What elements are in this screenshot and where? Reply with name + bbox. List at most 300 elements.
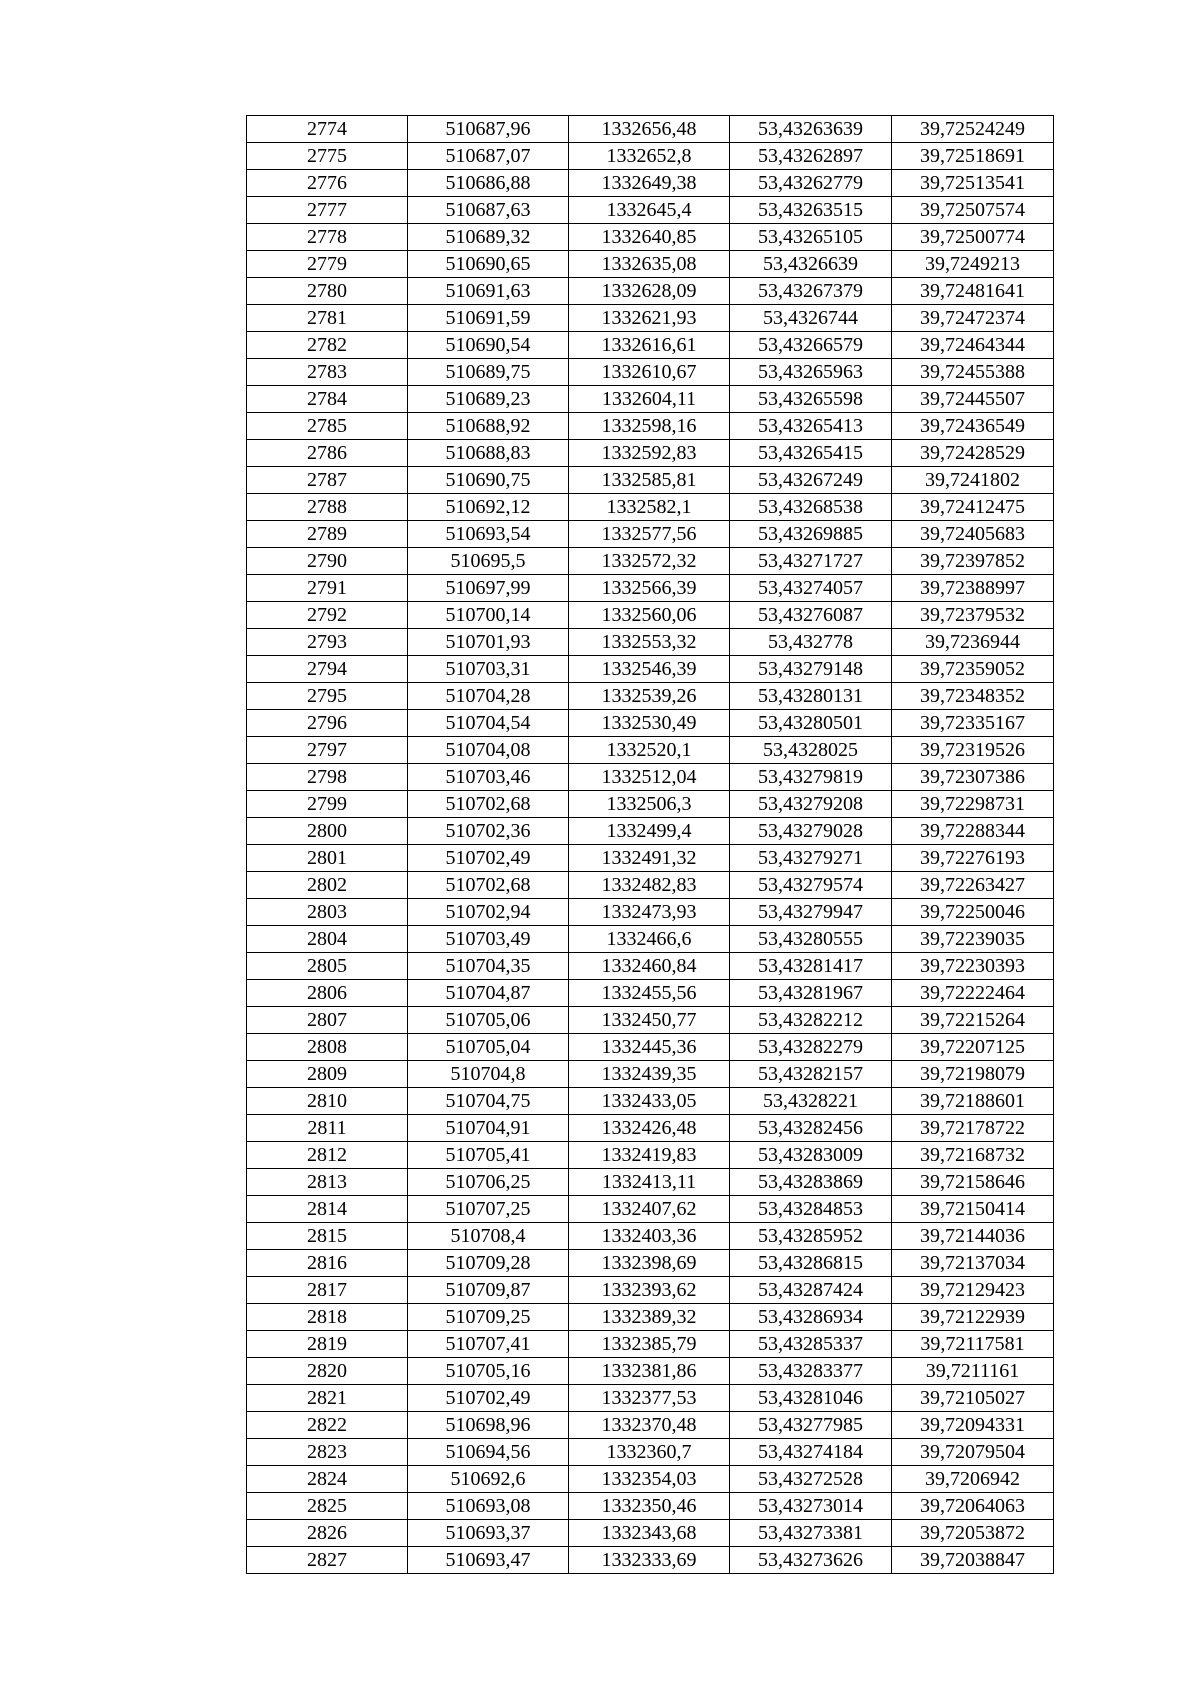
latitude-cell: 53,43274184: [730, 1439, 892, 1466]
longitude-cell: 39,72319526: [892, 737, 1054, 764]
point-number-cell: 2789: [247, 521, 408, 548]
x-coordinate-cell: 510700,14: [408, 602, 569, 629]
y-coordinate-cell: 1332649,38: [569, 170, 730, 197]
longitude-cell: 39,72150414: [892, 1196, 1054, 1223]
longitude-cell: 39,7249213: [892, 251, 1054, 278]
table-row: [247, 440, 1054, 467]
y-coordinate-cell: 1332439,35: [569, 1061, 730, 1088]
y-coordinate-cell: 1332604,11: [569, 386, 730, 413]
table-row: [247, 980, 1054, 1007]
x-coordinate-cell: 510704,08: [408, 737, 569, 764]
y-coordinate-cell: 1332403,36: [569, 1223, 730, 1250]
x-coordinate-cell: 510709,28: [408, 1250, 569, 1277]
table-row: [247, 1250, 1054, 1277]
table-row: [247, 224, 1054, 251]
latitude-cell: 53,43283009: [730, 1142, 892, 1169]
point-number-cell: 2788: [247, 494, 408, 521]
table-row: [247, 494, 1054, 521]
table-row: [247, 1088, 1054, 1115]
longitude-cell: 39,72079504: [892, 1439, 1054, 1466]
latitude-cell: 53,43262897: [730, 143, 892, 170]
longitude-cell: 39,72207125: [892, 1034, 1054, 1061]
x-coordinate-cell: 510687,07: [408, 143, 569, 170]
x-coordinate-cell: 510690,54: [408, 332, 569, 359]
longitude-cell: 39,72215264: [892, 1007, 1054, 1034]
table-row: [247, 305, 1054, 332]
latitude-cell: 53,43284853: [730, 1196, 892, 1223]
point-number-cell: 2819: [247, 1331, 408, 1358]
table-row: [247, 764, 1054, 791]
table-row: [247, 818, 1054, 845]
x-coordinate-cell: 510706,25: [408, 1169, 569, 1196]
point-number-cell: 2774: [247, 116, 408, 143]
table-row: [247, 251, 1054, 278]
point-number-cell: 2814: [247, 1196, 408, 1223]
table-row: [247, 872, 1054, 899]
x-coordinate-cell: 510693,54: [408, 521, 569, 548]
longitude-cell: 39,72105027: [892, 1385, 1054, 1412]
point-number-cell: 2791: [247, 575, 408, 602]
table-row: [247, 116, 1054, 143]
point-number-cell: 2776: [247, 170, 408, 197]
y-coordinate-cell: 1332445,36: [569, 1034, 730, 1061]
longitude-cell: 39,72518691: [892, 143, 1054, 170]
latitude-cell: 53,43277985: [730, 1412, 892, 1439]
y-coordinate-cell: 1332530,49: [569, 710, 730, 737]
latitude-cell: 53,43262779: [730, 170, 892, 197]
y-coordinate-cell: 1332582,1: [569, 494, 730, 521]
point-number-cell: 2811: [247, 1115, 408, 1142]
x-coordinate-cell: 510698,96: [408, 1412, 569, 1439]
point-number-cell: 2808: [247, 1034, 408, 1061]
x-coordinate-cell: 510704,35: [408, 953, 569, 980]
y-coordinate-cell: 1332645,4: [569, 197, 730, 224]
x-coordinate-cell: 510693,08: [408, 1493, 569, 1520]
latitude-cell: 53,43263639: [730, 116, 892, 143]
point-number-cell: 2800: [247, 818, 408, 845]
point-number-cell: 2812: [247, 1142, 408, 1169]
y-coordinate-cell: 1332520,1: [569, 737, 730, 764]
longitude-cell: 39,72276193: [892, 845, 1054, 872]
longitude-cell: 39,72348352: [892, 683, 1054, 710]
latitude-cell: 53,43265415: [730, 440, 892, 467]
point-number-cell: 2795: [247, 683, 408, 710]
x-coordinate-cell: 510691,59: [408, 305, 569, 332]
point-number-cell: 2827: [247, 1547, 408, 1574]
latitude-cell: 53,43272528: [730, 1466, 892, 1493]
longitude-cell: 39,72178722: [892, 1115, 1054, 1142]
y-coordinate-cell: 1332450,77: [569, 1007, 730, 1034]
x-coordinate-cell: 510694,56: [408, 1439, 569, 1466]
longitude-cell: 39,72307386: [892, 764, 1054, 791]
longitude-cell: 39,72222464: [892, 980, 1054, 1007]
latitude-cell: 53,4328025: [730, 737, 892, 764]
x-coordinate-cell: 510687,63: [408, 197, 569, 224]
table-row: [247, 1223, 1054, 1250]
x-coordinate-cell: 510690,65: [408, 251, 569, 278]
table-row: [247, 1115, 1054, 1142]
y-coordinate-cell: 1332389,32: [569, 1304, 730, 1331]
longitude-cell: 39,72053872: [892, 1520, 1054, 1547]
y-coordinate-cell: 1332385,79: [569, 1331, 730, 1358]
y-coordinate-cell: 1332546,39: [569, 656, 730, 683]
latitude-cell: 53,43279148: [730, 656, 892, 683]
x-coordinate-cell: 510689,32: [408, 224, 569, 251]
x-coordinate-cell: 510704,54: [408, 710, 569, 737]
table-row: [247, 1169, 1054, 1196]
x-coordinate-cell: 510691,63: [408, 278, 569, 305]
point-number-cell: 2805: [247, 953, 408, 980]
x-coordinate-cell: 510688,92: [408, 413, 569, 440]
point-number-cell: 2799: [247, 791, 408, 818]
x-coordinate-cell: 510709,25: [408, 1304, 569, 1331]
x-coordinate-cell: 510704,87: [408, 980, 569, 1007]
point-number-cell: 2792: [247, 602, 408, 629]
latitude-cell: 53,43281967: [730, 980, 892, 1007]
y-coordinate-cell: 1332592,83: [569, 440, 730, 467]
x-coordinate-cell: 510693,47: [408, 1547, 569, 1574]
x-coordinate-cell: 510687,96: [408, 116, 569, 143]
x-coordinate-cell: 510707,25: [408, 1196, 569, 1223]
y-coordinate-cell: 1332506,3: [569, 791, 730, 818]
table-row: [247, 1358, 1054, 1385]
latitude-cell: 53,43287424: [730, 1277, 892, 1304]
latitude-cell: 53,432778: [730, 629, 892, 656]
table-row: [247, 737, 1054, 764]
y-coordinate-cell: 1332354,03: [569, 1466, 730, 1493]
y-coordinate-cell: 1332381,86: [569, 1358, 730, 1385]
point-number-cell: 2804: [247, 926, 408, 953]
y-coordinate-cell: 1332433,05: [569, 1088, 730, 1115]
latitude-cell: 53,43266579: [730, 332, 892, 359]
point-number-cell: 2793: [247, 629, 408, 656]
y-coordinate-cell: 1332473,93: [569, 899, 730, 926]
latitude-cell: 53,43279271: [730, 845, 892, 872]
longitude-cell: 39,72230393: [892, 953, 1054, 980]
y-coordinate-cell: 1332635,08: [569, 251, 730, 278]
x-coordinate-cell: 510703,31: [408, 656, 569, 683]
y-coordinate-cell: 1332398,69: [569, 1250, 730, 1277]
point-number-cell: 2785: [247, 413, 408, 440]
latitude-cell: 53,43282456: [730, 1115, 892, 1142]
y-coordinate-cell: 1332598,16: [569, 413, 730, 440]
latitude-cell: 53,43279819: [730, 764, 892, 791]
longitude-cell: 39,72117581: [892, 1331, 1054, 1358]
x-coordinate-cell: 510692,6: [408, 1466, 569, 1493]
latitude-cell: 53,43285337: [730, 1331, 892, 1358]
table-row: [247, 845, 1054, 872]
longitude-cell: 39,72405683: [892, 521, 1054, 548]
table-row: [247, 413, 1054, 440]
table-row: [247, 899, 1054, 926]
y-coordinate-cell: 1332512,04: [569, 764, 730, 791]
x-coordinate-cell: 510702,68: [408, 872, 569, 899]
latitude-cell: 53,43286815: [730, 1250, 892, 1277]
point-number-cell: 2778: [247, 224, 408, 251]
latitude-cell: 53,4326744: [730, 305, 892, 332]
x-coordinate-cell: 510702,49: [408, 845, 569, 872]
table-row: [247, 953, 1054, 980]
latitude-cell: 53,43267249: [730, 467, 892, 494]
longitude-cell: 39,72122939: [892, 1304, 1054, 1331]
longitude-cell: 39,72288344: [892, 818, 1054, 845]
y-coordinate-cell: 1332393,62: [569, 1277, 730, 1304]
y-coordinate-cell: 1332640,85: [569, 224, 730, 251]
x-coordinate-cell: 510709,87: [408, 1277, 569, 1304]
latitude-cell: 53,43282212: [730, 1007, 892, 1034]
table-row: [247, 575, 1054, 602]
longitude-cell: 39,72038847: [892, 1547, 1054, 1574]
y-coordinate-cell: 1332466,6: [569, 926, 730, 953]
y-coordinate-cell: 1332455,56: [569, 980, 730, 1007]
latitude-cell: 53,43280501: [730, 710, 892, 737]
latitude-cell: 53,43274057: [730, 575, 892, 602]
point-number-cell: 2786: [247, 440, 408, 467]
longitude-cell: 39,72379532: [892, 602, 1054, 629]
y-coordinate-cell: 1332350,46: [569, 1493, 730, 1520]
y-coordinate-cell: 1332621,93: [569, 305, 730, 332]
point-number-cell: 2826: [247, 1520, 408, 1547]
longitude-cell: 39,72198079: [892, 1061, 1054, 1088]
table-row: [247, 548, 1054, 575]
latitude-cell: 53,43263515: [730, 197, 892, 224]
table-row: [247, 1142, 1054, 1169]
y-coordinate-cell: 1332499,4: [569, 818, 730, 845]
table-row: [247, 1412, 1054, 1439]
longitude-cell: 39,7206942: [892, 1466, 1054, 1493]
table-row: [247, 521, 1054, 548]
x-coordinate-cell: 510689,23: [408, 386, 569, 413]
latitude-cell: 53,4328221: [730, 1088, 892, 1115]
y-coordinate-cell: 1332560,06: [569, 602, 730, 629]
longitude-cell: 39,72388997: [892, 575, 1054, 602]
point-number-cell: 2821: [247, 1385, 408, 1412]
table-row: [247, 197, 1054, 224]
point-number-cell: 2815: [247, 1223, 408, 1250]
point-number-cell: 2790: [247, 548, 408, 575]
y-coordinate-cell: 1332656,48: [569, 116, 730, 143]
latitude-cell: 53,43279208: [730, 791, 892, 818]
table-row: [247, 467, 1054, 494]
point-number-cell: 2780: [247, 278, 408, 305]
longitude-cell: 39,72137034: [892, 1250, 1054, 1277]
longitude-cell: 39,72500774: [892, 224, 1054, 251]
point-number-cell: 2806: [247, 980, 408, 1007]
y-coordinate-cell: 1332610,67: [569, 359, 730, 386]
latitude-cell: 53,43269885: [730, 521, 892, 548]
longitude-cell: 39,72507574: [892, 197, 1054, 224]
longitude-cell: 39,72094331: [892, 1412, 1054, 1439]
table-row: [247, 170, 1054, 197]
latitude-cell: 53,43273626: [730, 1547, 892, 1574]
longitude-cell: 39,7241802: [892, 467, 1054, 494]
x-coordinate-cell: 510704,75: [408, 1088, 569, 1115]
table-row: [247, 278, 1054, 305]
longitude-cell: 39,72335167: [892, 710, 1054, 737]
x-coordinate-cell: 510704,91: [408, 1115, 569, 1142]
x-coordinate-cell: 510702,36: [408, 818, 569, 845]
latitude-cell: 53,43273014: [730, 1493, 892, 1520]
longitude-cell: 39,7211161: [892, 1358, 1054, 1385]
x-coordinate-cell: 510705,04: [408, 1034, 569, 1061]
table-row: [247, 1304, 1054, 1331]
point-number-cell: 2777: [247, 197, 408, 224]
table-row: [247, 1520, 1054, 1547]
y-coordinate-cell: 1332360,7: [569, 1439, 730, 1466]
point-number-cell: 2782: [247, 332, 408, 359]
table-row: [247, 332, 1054, 359]
table-row: [247, 143, 1054, 170]
x-coordinate-cell: 510693,37: [408, 1520, 569, 1547]
point-number-cell: 2781: [247, 305, 408, 332]
y-coordinate-cell: 1332628,09: [569, 278, 730, 305]
latitude-cell: 53,43279574: [730, 872, 892, 899]
coordinates-table-body: [247, 116, 1054, 1574]
x-coordinate-cell: 510703,46: [408, 764, 569, 791]
longitude-cell: 39,72239035: [892, 926, 1054, 953]
longitude-cell: 39,72250046: [892, 899, 1054, 926]
table-row: [247, 926, 1054, 953]
table-row: [247, 710, 1054, 737]
latitude-cell: 53,43271727: [730, 548, 892, 575]
x-coordinate-cell: 510697,99: [408, 575, 569, 602]
point-number-cell: 2817: [247, 1277, 408, 1304]
table-row: [247, 1493, 1054, 1520]
latitude-cell: 53,43273381: [730, 1520, 892, 1547]
latitude-cell: 53,43282279: [730, 1034, 892, 1061]
longitude-cell: 39,72397852: [892, 548, 1054, 575]
y-coordinate-cell: 1332460,84: [569, 953, 730, 980]
table-row: [247, 1034, 1054, 1061]
table-row: [247, 386, 1054, 413]
latitude-cell: 53,43276087: [730, 602, 892, 629]
y-coordinate-cell: 1332652,8: [569, 143, 730, 170]
y-coordinate-cell: 1332413,11: [569, 1169, 730, 1196]
longitude-cell: 39,72472374: [892, 305, 1054, 332]
table-row: [247, 791, 1054, 818]
point-number-cell: 2797: [247, 737, 408, 764]
table-row: [247, 1007, 1054, 1034]
latitude-cell: 53,43265963: [730, 359, 892, 386]
y-coordinate-cell: 1332370,48: [569, 1412, 730, 1439]
point-number-cell: 2822: [247, 1412, 408, 1439]
longitude-cell: 39,72455388: [892, 359, 1054, 386]
x-coordinate-cell: 510705,06: [408, 1007, 569, 1034]
point-number-cell: 2798: [247, 764, 408, 791]
latitude-cell: 53,43280555: [730, 926, 892, 953]
latitude-cell: 53,43285952: [730, 1223, 892, 1250]
longitude-cell: 39,72524249: [892, 116, 1054, 143]
y-coordinate-cell: 1332343,68: [569, 1520, 730, 1547]
table-row: [247, 656, 1054, 683]
x-coordinate-cell: 510702,94: [408, 899, 569, 926]
point-number-cell: 2775: [247, 143, 408, 170]
latitude-cell: 53,43265413: [730, 413, 892, 440]
x-coordinate-cell: 510690,75: [408, 467, 569, 494]
longitude-cell: 39,7236944: [892, 629, 1054, 656]
table-row: [247, 1466, 1054, 1493]
x-coordinate-cell: 510704,8: [408, 1061, 569, 1088]
longitude-cell: 39,72359052: [892, 656, 1054, 683]
point-number-cell: 2816: [247, 1250, 408, 1277]
longitude-cell: 39,72158646: [892, 1169, 1054, 1196]
table-row: [247, 602, 1054, 629]
latitude-cell: 53,43281046: [730, 1385, 892, 1412]
longitude-cell: 39,72436549: [892, 413, 1054, 440]
latitude-cell: 53,43280131: [730, 683, 892, 710]
point-number-cell: 2818: [247, 1304, 408, 1331]
table-row: [247, 1061, 1054, 1088]
x-coordinate-cell: 510704,28: [408, 683, 569, 710]
table-row: [247, 1385, 1054, 1412]
point-number-cell: 2824: [247, 1466, 408, 1493]
point-number-cell: 2820: [247, 1358, 408, 1385]
x-coordinate-cell: 510708,4: [408, 1223, 569, 1250]
longitude-cell: 39,72188601: [892, 1088, 1054, 1115]
x-coordinate-cell: 510692,12: [408, 494, 569, 521]
point-number-cell: 2801: [247, 845, 408, 872]
y-coordinate-cell: 1332491,32: [569, 845, 730, 872]
latitude-cell: 53,43283869: [730, 1169, 892, 1196]
x-coordinate-cell: 510688,83: [408, 440, 569, 467]
table-row: [247, 1547, 1054, 1574]
y-coordinate-cell: 1332539,26: [569, 683, 730, 710]
longitude-cell: 39,72064063: [892, 1493, 1054, 1520]
point-number-cell: 2784: [247, 386, 408, 413]
x-coordinate-cell: 510703,49: [408, 926, 569, 953]
point-number-cell: 2825: [247, 1493, 408, 1520]
y-coordinate-cell: 1332585,81: [569, 467, 730, 494]
y-coordinate-cell: 1332333,69: [569, 1547, 730, 1574]
point-number-cell: 2813: [247, 1169, 408, 1196]
point-number-cell: 2783: [247, 359, 408, 386]
table-row: [247, 359, 1054, 386]
y-coordinate-cell: 1332407,62: [569, 1196, 730, 1223]
latitude-cell: 53,43279947: [730, 899, 892, 926]
coordinates-table: [246, 115, 1054, 1574]
y-coordinate-cell: 1332482,83: [569, 872, 730, 899]
x-coordinate-cell: 510695,5: [408, 548, 569, 575]
point-number-cell: 2807: [247, 1007, 408, 1034]
longitude-cell: 39,72428529: [892, 440, 1054, 467]
latitude-cell: 53,4326639: [730, 251, 892, 278]
x-coordinate-cell: 510707,41: [408, 1331, 569, 1358]
table-row: [247, 629, 1054, 656]
y-coordinate-cell: 1332577,56: [569, 521, 730, 548]
latitude-cell: 53,43282157: [730, 1061, 892, 1088]
latitude-cell: 53,43281417: [730, 953, 892, 980]
longitude-cell: 39,72412475: [892, 494, 1054, 521]
y-coordinate-cell: 1332426,48: [569, 1115, 730, 1142]
longitude-cell: 39,72263427: [892, 872, 1054, 899]
longitude-cell: 39,72168732: [892, 1142, 1054, 1169]
y-coordinate-cell: 1332572,32: [569, 548, 730, 575]
y-coordinate-cell: 1332377,53: [569, 1385, 730, 1412]
latitude-cell: 53,43267379: [730, 278, 892, 305]
point-number-cell: 2787: [247, 467, 408, 494]
longitude-cell: 39,72129423: [892, 1277, 1054, 1304]
x-coordinate-cell: 510702,68: [408, 791, 569, 818]
table-row: [247, 683, 1054, 710]
table-row: [247, 1439, 1054, 1466]
longitude-cell: 39,72513541: [892, 170, 1054, 197]
table-row: [247, 1196, 1054, 1223]
point-number-cell: 2794: [247, 656, 408, 683]
table-row: [247, 1331, 1054, 1358]
x-coordinate-cell: 510686,88: [408, 170, 569, 197]
latitude-cell: 53,43279028: [730, 818, 892, 845]
longitude-cell: 39,72298731: [892, 791, 1054, 818]
